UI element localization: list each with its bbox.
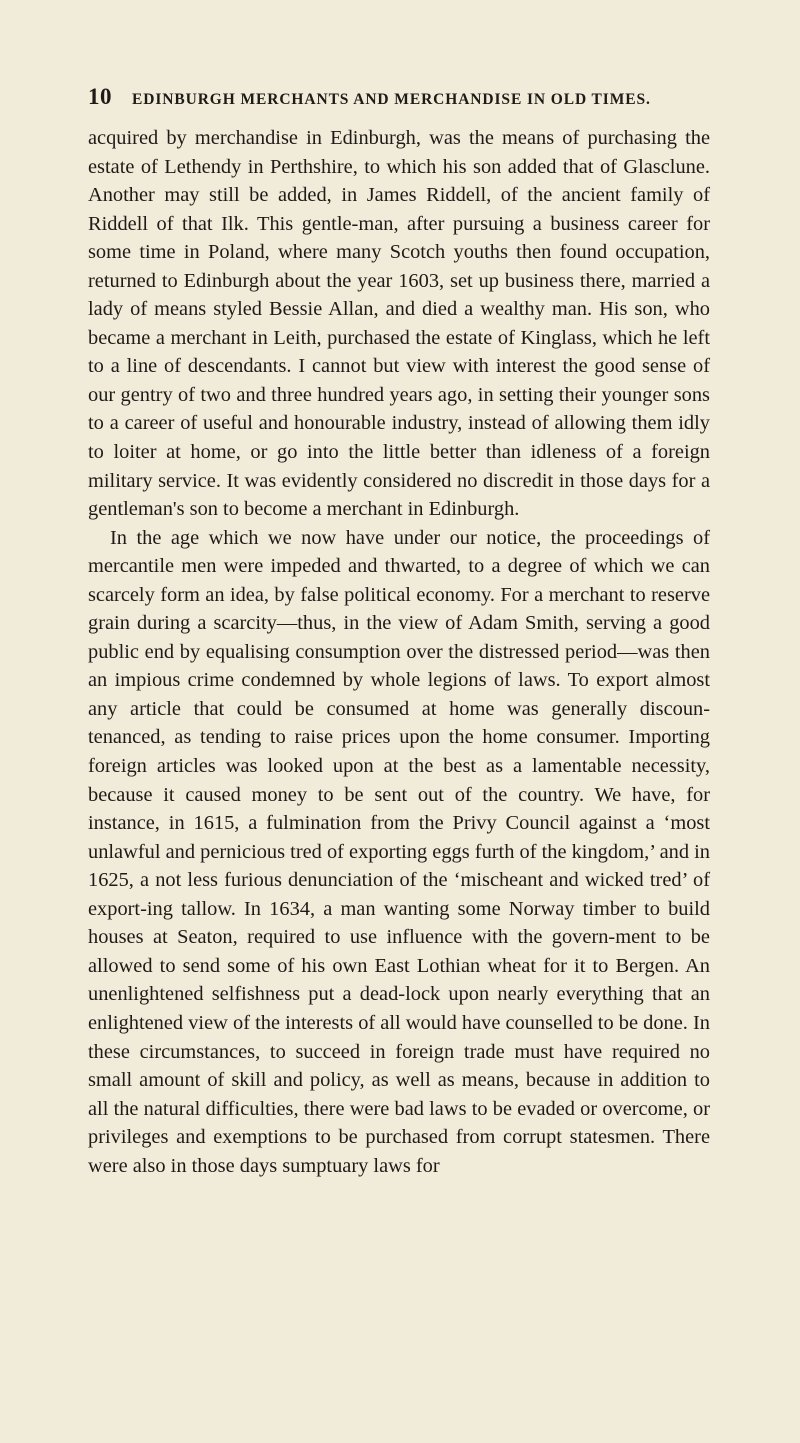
page-number: 10 — [88, 84, 112, 109]
running-head — [88, 84, 710, 118]
book-page — [88, 84, 710, 1180]
paragraph-mercantile-restrictions: In the age which we now have under our notice, the proceedings of mercantile men were impeded and thwarted, to a degree of which we can scarcely form an idea, by false political economy. For a merchant to reserve grain during a scarcity—thus, in the view of Adam Smith, serving a good public end by equalising consumption over the distressed period—was then an impious crime condemned by whole legions of laws. To export almost any article that could be consumed at home was generally discoun-tenanced, as tending to raise prices upon the home consumer. Importing foreign articles was looked upon at the best as a lamentable necessity, because it caused money to be sent out of the country. We have, for instance, in 1615, a fulmination from the Privy Council against a ‘most unlawful and pernicious tred of exporting eggs furth of the kingdom,’ and in 1625, a not less furious denunciation of the ‘mischeant and wicked tred’ of export-ing tallow. In 1634, a man wanting some Norway timber to build houses at Seaton, required to use influence with the govern-ment to be allowed to send some of his own East Lothian wheat for it to Bergen. An unenlightened selfishness put a dead-lock upon nearly everything that an enlightened view of the interests of all would have counselled to be done. In these circumstances, to succeed in foreign trade must have required no small amount of skill and policy, as well as means, because in addition to all the natural difficulties, there were bad laws to be evaded or overcome, or privileges and exemptions to be purchased from corrupt statesmen. There were also in those days sumptuary laws for — [88, 526, 710, 1177]
body-text — [88, 124, 710, 1180]
running-title: EDINBURGH MERCHANTS AND MERCHANDISE IN OLD TIMES. — [132, 91, 651, 108]
paragraph-continued: acquired by merchandise in Edinburgh, was the means of purchasing the estate of Lethendy in Perthshire, to which his son added that of Glasclune. Another may still be added, in James Riddell, of the ancient family of Riddell of that Ilk. This gentle-man, after pursuing a business career for some time in Poland, where many Scotch youths then found occupation, returned to Edinburgh about the year 1603, set up business there, married a lady of means styled Bessie Allan, and died a wealthy man. His son, who became a merchant in Leith, purchased the estate of Kinglass, which he left to a line of descendants. I cannot but view with interest the good sense of our gentry of two and three hundred years ago, in setting their younger sons to a career of useful and honourable industry, instead of allowing them idly to loiter at home, or go into the little better than idleness of a foreign military service. It was evidently considered no discredit in those days for a gentleman's son to become a merchant in Edinburgh. — [88, 127, 710, 521]
